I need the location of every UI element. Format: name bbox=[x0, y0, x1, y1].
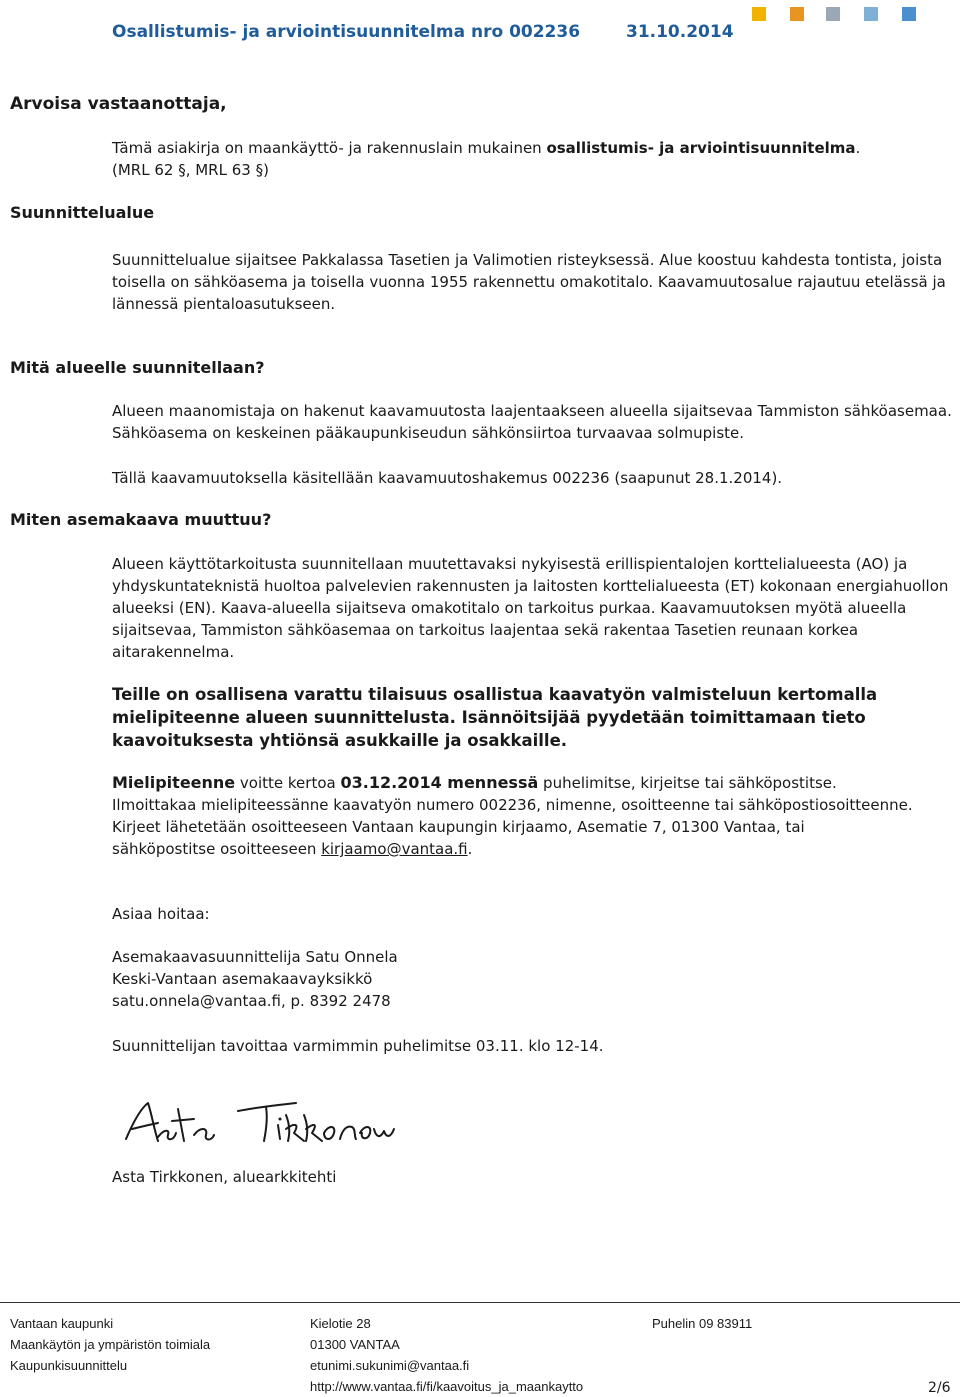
page-number: 2/6 bbox=[928, 1380, 951, 1396]
opinion-text-2: puhelimitse, kirjeitse tai sähköpostitse. bbox=[538, 774, 837, 792]
intro-text: Tämä asiakirja on maankäyttö- ja rakennuslain mukainen bbox=[112, 139, 547, 157]
footer-col-1 bbox=[10, 1313, 210, 1376]
footer-postal: 01300 VANTAA bbox=[310, 1337, 400, 1352]
footer-url: http://www.vantaa.fi/fi/kaavoitus_ja_maankaytto bbox=[310, 1379, 584, 1394]
opinion-line-2: Ilmoittakaa mielipiteessänne kaavatyön numero 002236, nimenne, osoitteenne tai sähköpostiosoitteenne. bbox=[112, 796, 913, 814]
opinion-bold-1: Mielipiteenne bbox=[112, 773, 236, 792]
kirjaamo-email-link[interactable]: kirjaamo@vantaa.fi bbox=[321, 840, 468, 858]
contact-heading: Asiaa hoitaa: bbox=[112, 905, 210, 923]
logo-square bbox=[752, 7, 766, 21]
contact-unit: Keski-Vantaan asemakaavayksikkö bbox=[112, 970, 373, 988]
intro-bold: osallistumis- ja arviointisuunnitelma bbox=[546, 139, 856, 157]
document-header bbox=[112, 22, 734, 42]
intro-dot: . bbox=[855, 139, 861, 157]
opinion-line-4: sähköpostitse osoitteeseen bbox=[112, 840, 322, 858]
footer-org: Vantaan kaupunki bbox=[10, 1316, 114, 1331]
contact-name: Asemakaavasuunnittelija Satu Onnela bbox=[112, 948, 398, 966]
contact-email-phone: satu.onnela@vantaa.fi, p. 8392 2478 bbox=[112, 992, 391, 1010]
logo-square bbox=[864, 7, 878, 21]
intro-law-ref: (MRL 62 §, MRL 63 §) bbox=[112, 161, 269, 179]
footer-street: Kielotie 28 bbox=[310, 1316, 371, 1331]
opinion-block bbox=[112, 772, 958, 860]
plan-text-2: Tällä kaavamuutoksella käsitellään kaavamuutoshakemus 002236 (saapunut 28.1.2014). bbox=[112, 469, 783, 487]
contact-block bbox=[112, 946, 958, 1012]
logo-square bbox=[902, 7, 916, 21]
document-title: Osallistumis- ja arviointisuunnitelma nro 002236 bbox=[112, 22, 581, 42]
footer-phone: Puhelin 09 83911 bbox=[652, 1316, 753, 1331]
logo-square bbox=[790, 7, 804, 21]
area-heading: Suunnittelualue bbox=[10, 203, 155, 222]
footer-unit: Kaupunkisuunnittelu bbox=[10, 1358, 128, 1373]
change-heading: Miten asemakaava muuttuu? bbox=[10, 510, 272, 529]
footer-divider bbox=[0, 1302, 960, 1303]
signature-image bbox=[118, 1095, 408, 1155]
opinion-text-1: voitte kertoa bbox=[235, 774, 341, 792]
change-text: Alueen käyttötarkoitusta suunnitellaan muutettavaksi nykyisestä erillispientalojen korttelialueesta (AO) ja yhdyskuntateknistä huoltoa palvelevien rakennusten ja laitosten korttelialueesta (ET) kokonaan energiahuollon alueeksi (EN). Kaava-alueella sijaitseva omakotitalo on tarkoitus purkaa. Kaavamuutoksen myötä alueella sijaitsevaa, Tammiston sähköasemaa on tarkoitus laajentaa sekä rakentaa Tasetien reunaan korkea aitarakennelma. bbox=[112, 555, 949, 661]
area-text: Suunnittelualue sijaitsee Pakkalassa Tasetien ja Valimotien risteyksessä. Alue koostuu kahdesta tontista, joista toisella on sähköasema ja toisella vuonna 1955 rakennettu omakotitalo. Kaavamuutosalue rajautuu etelässä ja lännessä pientaloasutukseen. bbox=[112, 251, 946, 313]
signer-name: Asta Tirkkonen, aluearkkitehti bbox=[112, 1168, 337, 1186]
document-date: 31.10.2014 bbox=[625, 22, 734, 42]
invitation-text: Teille on osallisena varattu tilaisuus osallistua kaavatyön valmisteluun kertomalla mielipiteenne alueen suunnittelusta. Isännöitsijää pyydetään toimittamaan tieto kaavoituksesta yhtiönsä asukkaille ja osakkaille. bbox=[112, 685, 878, 750]
footer-email: etunimi.sukunimi@vantaa.fi bbox=[310, 1358, 470, 1373]
opinion-line-4-end: . bbox=[467, 840, 473, 858]
opinion-line-3: Kirjeet lähetetään osoitteeseen Vantaan kaupungin kirjaamo, Asematie 7, 01300 Vantaa, tai bbox=[112, 818, 805, 836]
plan-text-1: Alueen maanomistaja on hakenut kaavamuutosta laajentaakseen alueella sijaitsevaa Tammiston sähköasemaa. Sähköasema on keskeinen pääkaupunkiseudun sähkönsiirtoa turvaavaa solmupiste. bbox=[112, 402, 952, 442]
logo-square bbox=[826, 7, 840, 21]
footer-col-2 bbox=[310, 1313, 583, 1397]
footer-col-3 bbox=[652, 1313, 752, 1334]
footer-division: Maankäytön ja ympäristön toimiala bbox=[10, 1337, 211, 1352]
plan-heading: Mitä alueelle suunnitellaan? bbox=[10, 358, 265, 377]
greeting: Arvoisa vastaanottaja, bbox=[10, 94, 227, 114]
contact-reach: Suunnittelijan tavoittaa varmimmin puhelimitse 03.11. klo 12-14. bbox=[112, 1037, 604, 1055]
opinion-deadline: 03.12.2014 mennessä bbox=[340, 773, 539, 792]
intro bbox=[112, 137, 958, 181]
